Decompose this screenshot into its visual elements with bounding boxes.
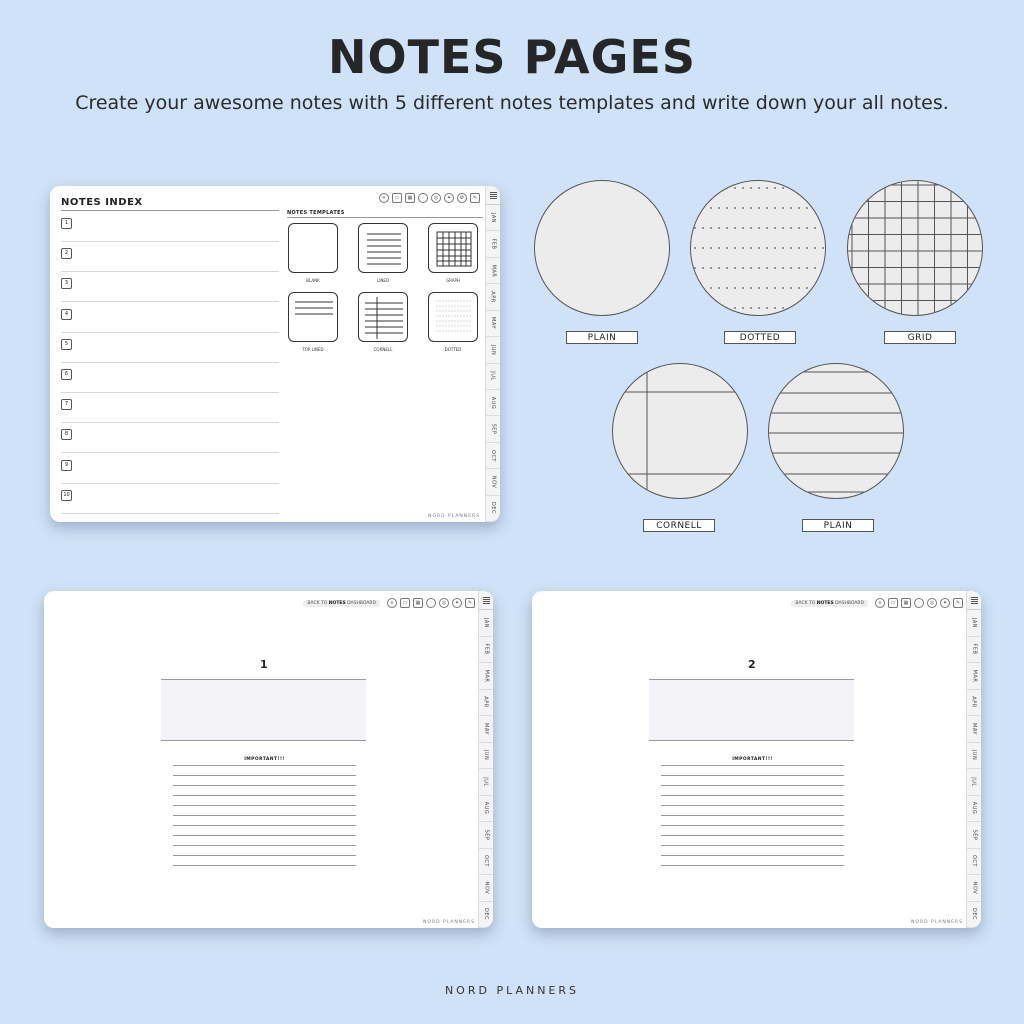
tab-apr[interactable] <box>479 690 493 717</box>
writing-line <box>661 795 844 796</box>
tab-label: APR <box>489 291 496 303</box>
tab-label: OCT <box>970 855 977 868</box>
tab-dec[interactable] <box>486 496 500 522</box>
note-title-box[interactable] <box>649 679 854 741</box>
paper-label: DOTTED <box>724 331 796 344</box>
index-row[interactable] <box>61 362 279 393</box>
writing-line <box>173 825 356 826</box>
writing-line <box>173 835 356 836</box>
tab-jul[interactable] <box>967 769 981 796</box>
month-tabs <box>966 591 981 928</box>
month-tabs <box>478 591 493 928</box>
cornell-paper-sample <box>612 363 748 499</box>
tab-label: AUG <box>483 802 489 815</box>
brand-mark: NORD PLANNERS <box>911 920 963 925</box>
dotted-pattern <box>429 293 478 342</box>
tab-may[interactable] <box>479 716 493 743</box>
page-toolbar <box>791 598 963 608</box>
tab-label: MAR <box>483 669 489 683</box>
grid-paper-sample <box>847 180 983 316</box>
add-icon[interactable]: + <box>379 193 389 203</box>
template-label: CORNELL <box>373 347 393 352</box>
add-icon[interactable]: + <box>875 598 885 608</box>
tab-label: DEC <box>970 908 977 921</box>
inbox-icon[interactable]: ▭ <box>400 598 410 608</box>
back-to-dashboard-button[interactable]: BACK TO NOTES DASHBOARD <box>791 600 868 607</box>
lined-pattern <box>359 224 408 273</box>
tab-may[interactable] <box>486 311 500 337</box>
index-number: 10 <box>61 490 72 501</box>
dot-pattern <box>691 181 826 316</box>
template-top-lined[interactable] <box>288 292 338 342</box>
tab-mar[interactable] <box>479 663 493 690</box>
tab-label: APR <box>970 696 977 708</box>
writing-line <box>661 775 844 776</box>
writing-line <box>661 825 844 826</box>
important-heading: IMPORTANT!!! <box>244 757 285 762</box>
page-subtitle: Create your awesome notes with 5 different notes templates and write down your all notes. <box>75 92 949 114</box>
tab-feb[interactable] <box>479 637 493 664</box>
edit-icon[interactable]: ✎ <box>465 598 475 608</box>
menu-icon[interactable] <box>967 591 981 610</box>
tab-label: NOV <box>970 881 977 895</box>
template-graph[interactable] <box>428 223 478 273</box>
tab-jul[interactable] <box>479 769 493 796</box>
tab-label: AUG <box>490 396 496 409</box>
index-row[interactable] <box>61 211 279 242</box>
calendar-icon[interactable]: ▦ <box>405 193 415 203</box>
menu-icon[interactable] <box>486 186 500 205</box>
index-row[interactable] <box>61 302 279 333</box>
tab-apr[interactable] <box>967 690 981 717</box>
index-row[interactable] <box>61 271 279 302</box>
notes-index-tablet <box>50 186 500 522</box>
cornell-circle-pattern <box>613 364 748 499</box>
index-row[interactable] <box>61 332 279 363</box>
tab-label: DEC <box>489 502 496 515</box>
note-number: 2 <box>748 658 756 671</box>
tab-sep[interactable] <box>967 822 981 849</box>
writing-line <box>173 775 356 776</box>
index-number: 1 <box>61 218 72 229</box>
tab-oct[interactable] <box>967 849 981 876</box>
tab-jan[interactable] <box>479 610 493 637</box>
tab-nov[interactable] <box>479 875 493 902</box>
notes-index-title: NOTES INDEX <box>61 197 143 208</box>
tab-label: MAY <box>483 722 489 735</box>
writing-line <box>173 805 356 806</box>
tab-label: JAN <box>483 617 489 628</box>
tab-label: OCT <box>489 449 496 462</box>
tab-label: FEB <box>490 238 496 250</box>
tab-sep[interactable] <box>486 416 500 442</box>
note-title-box[interactable] <box>161 679 366 741</box>
template-lined[interactable] <box>358 223 408 273</box>
star-icon[interactable]: ✦ <box>444 193 454 203</box>
index-number: 3 <box>61 278 72 289</box>
tab-label: NOV <box>489 475 496 489</box>
tab-label: FEB <box>483 643 489 655</box>
brand-mark: NORD PLANNERS <box>423 920 475 925</box>
index-row[interactable] <box>61 422 279 453</box>
grid-pattern <box>848 181 983 316</box>
tab-label: FEB <box>971 643 977 655</box>
edit-icon[interactable]: ✎ <box>953 598 963 608</box>
tab-aug[interactable] <box>479 796 493 823</box>
tab-label: MAR <box>490 264 496 277</box>
month-tabs <box>485 186 500 522</box>
tab-apr[interactable] <box>486 284 500 310</box>
dotted-paper-sample <box>690 180 826 316</box>
index-number: 7 <box>61 399 72 410</box>
writing-line <box>661 865 844 866</box>
tab-label: APR <box>482 696 489 708</box>
footer-brand: NORD PLANNERS <box>444 984 580 997</box>
number-icon[interactable]: · <box>418 193 428 203</box>
writing-line <box>173 845 356 846</box>
index-number: 6 <box>61 369 72 380</box>
target-icon[interactable]: ◎ <box>431 193 441 203</box>
back-to-dashboard-button[interactable]: BACK TO NOTES DASHBOARD <box>303 600 380 607</box>
template-label: DOTTED <box>444 347 462 352</box>
menu-icon[interactable] <box>479 591 493 610</box>
tab-label: JUL <box>489 371 496 381</box>
target-icon[interactable]: ◎ <box>927 598 937 608</box>
template-dotted[interactable] <box>428 292 478 342</box>
star-icon[interactable]: ✦ <box>452 598 462 608</box>
tab-label: MAY <box>971 722 977 735</box>
tab-aug[interactable] <box>486 390 500 416</box>
top-lined-pattern <box>289 293 338 342</box>
paper-label: GRID <box>884 331 956 344</box>
index-row[interactable] <box>61 392 279 423</box>
tab-nov[interactable] <box>486 469 500 495</box>
writing-line <box>661 845 844 846</box>
index-number: 9 <box>61 460 72 471</box>
tab-jun[interactable] <box>486 337 500 363</box>
tab-label: DEC <box>482 908 489 921</box>
tab-label: AUG <box>971 802 977 815</box>
plain-paper-sample <box>534 180 670 316</box>
tab-label: SEP <box>482 829 489 841</box>
tab-dec[interactable] <box>967 902 981 929</box>
tab-jan[interactable] <box>967 610 981 637</box>
important-heading: IMPORTANT!!! <box>732 757 773 762</box>
calendar-icon[interactable]: ▦ <box>413 598 423 608</box>
tab-label: JUL <box>970 777 977 787</box>
template-label: BLANK <box>306 278 320 283</box>
notes-templates-title: NOTES TEMPLATES <box>287 210 345 216</box>
gear-icon[interactable]: ⚙ <box>457 193 467 203</box>
target-icon[interactable]: ◎ <box>439 598 449 608</box>
writing-line <box>661 835 844 836</box>
inbox-icon[interactable]: ▭ <box>392 193 402 203</box>
index-number: 4 <box>61 309 72 320</box>
calendar-icon[interactable]: ▦ <box>901 598 911 608</box>
template-label: GRAPH <box>446 278 460 283</box>
lined-paper-sample <box>768 363 904 499</box>
note-number: 1 <box>260 658 268 671</box>
add-icon[interactable]: + <box>387 598 397 608</box>
tab-label: JUL <box>482 777 489 787</box>
writing-line <box>661 855 844 856</box>
template-cornell[interactable] <box>358 292 408 342</box>
number-icon[interactable]: · <box>426 598 436 608</box>
index-number: 5 <box>61 339 72 350</box>
template-label: TOP LINED <box>302 347 324 352</box>
writing-line <box>173 865 356 866</box>
number-icon[interactable]: · <box>914 598 924 608</box>
tab-nov[interactable] <box>967 875 981 902</box>
page-toolbar <box>303 598 475 608</box>
tab-label: OCT <box>482 855 489 868</box>
tab-label: JUN <box>971 750 977 761</box>
tab-label: MAR <box>971 669 977 683</box>
writing-line <box>661 785 844 786</box>
writing-line <box>173 765 356 766</box>
cornell-pattern <box>359 293 408 342</box>
paper-label: PLAIN <box>802 519 874 532</box>
tab-label: SEP <box>970 829 977 841</box>
note-page-2-tablet <box>532 591 981 928</box>
brand-mark: NORD PLANNERS <box>428 514 480 519</box>
tab-mar[interactable] <box>967 663 981 690</box>
star-icon[interactable]: ✦ <box>940 598 950 608</box>
page-title: NOTES PAGES <box>328 30 696 84</box>
inbox-icon[interactable]: ▭ <box>888 598 898 608</box>
writing-line <box>173 815 356 816</box>
tab-jan[interactable] <box>486 205 500 231</box>
tab-oct[interactable] <box>486 443 500 469</box>
tab-sep[interactable] <box>479 822 493 849</box>
tab-label: NOV <box>482 881 489 895</box>
tab-jul[interactable] <box>486 364 500 390</box>
writing-line <box>173 795 356 796</box>
tab-label: SEP <box>489 423 496 435</box>
template-label: LINED <box>376 278 389 283</box>
divider <box>287 217 483 218</box>
writing-line <box>661 815 844 816</box>
writing-line <box>661 765 844 766</box>
index-row[interactable] <box>61 241 279 272</box>
index-number: 2 <box>61 248 72 259</box>
index-row[interactable] <box>61 483 279 514</box>
tab-label: JUN <box>490 344 496 355</box>
tab-feb[interactable] <box>967 637 981 664</box>
writing-line <box>173 785 356 786</box>
index-row[interactable] <box>61 453 279 484</box>
tab-aug[interactable] <box>967 796 981 823</box>
graph-pattern <box>429 224 478 273</box>
tab-feb[interactable] <box>486 231 500 257</box>
tab-label: JUN <box>483 750 489 761</box>
tab-may[interactable] <box>967 716 981 743</box>
lined-circle-pattern <box>769 364 904 499</box>
paper-label: PLAIN <box>566 331 638 344</box>
template-blank[interactable] <box>288 223 338 273</box>
writing-line <box>661 805 844 806</box>
writing-line <box>173 855 356 856</box>
note-page-1-tablet <box>44 591 493 928</box>
tab-oct[interactable] <box>479 849 493 876</box>
tab-label: JAN <box>971 617 977 628</box>
paper-label: CORNELL <box>643 519 715 532</box>
tab-label: MAY <box>490 317 496 330</box>
index-number: 8 <box>61 429 72 440</box>
edit-icon[interactable]: ✎ <box>470 193 480 203</box>
tab-jun[interactable] <box>479 743 493 770</box>
tab-mar[interactable] <box>486 258 500 284</box>
tab-dec[interactable] <box>479 902 493 929</box>
tab-jun[interactable] <box>967 743 981 770</box>
tab-label: JAN <box>490 212 496 223</box>
index-toolbar <box>379 193 480 203</box>
